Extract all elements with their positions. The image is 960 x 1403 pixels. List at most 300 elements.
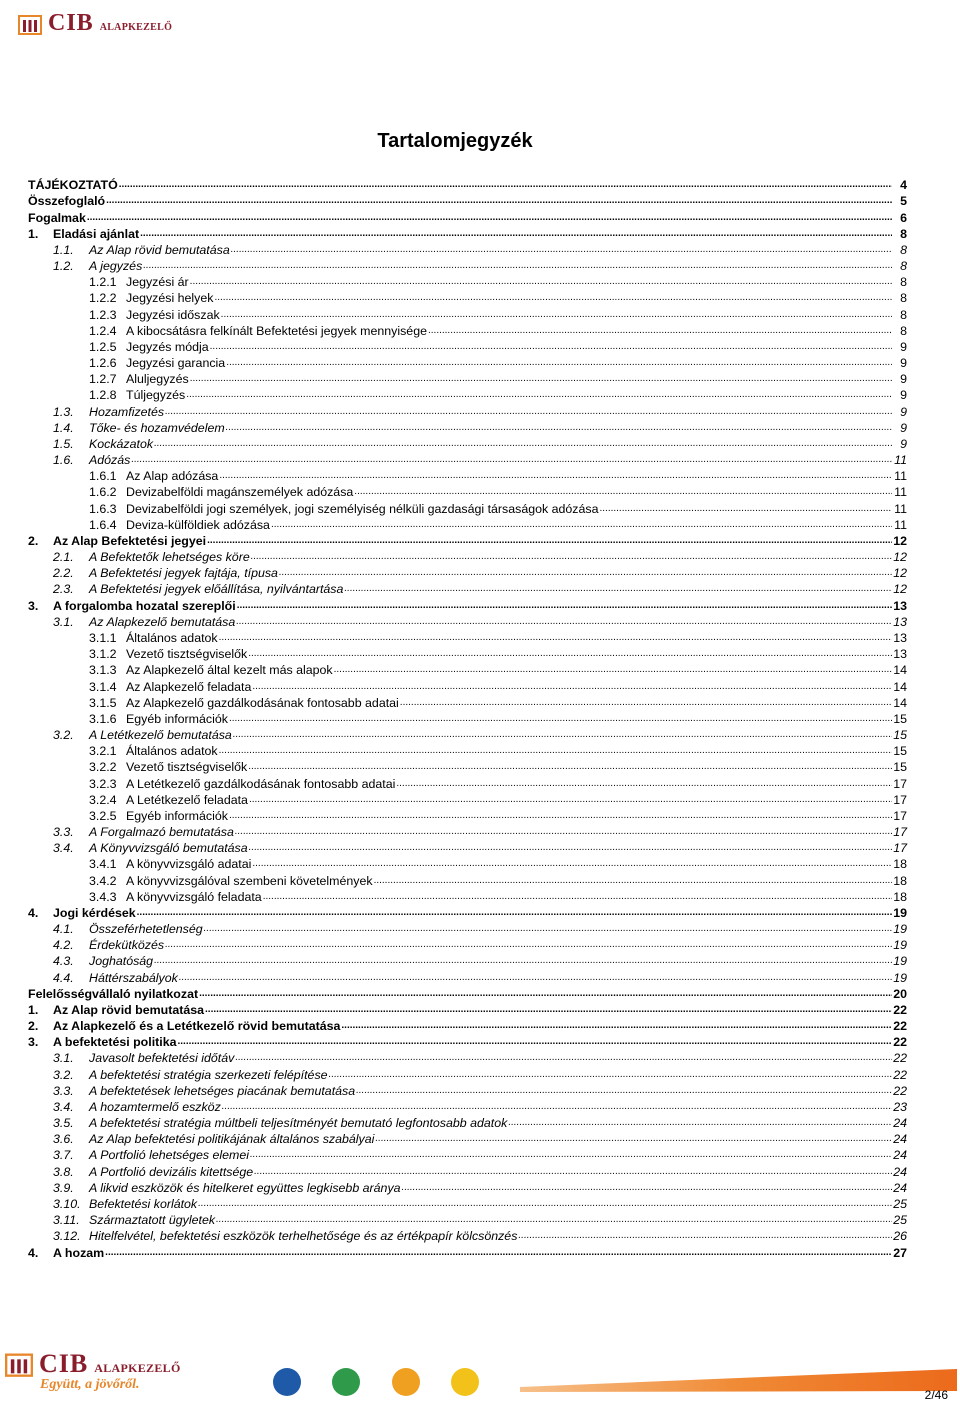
toc-entry-number: 3.4.1 bbox=[89, 857, 117, 872]
toc-entry[interactable] bbox=[28, 1211, 907, 1227]
toc-entry-number: 1.6.4 bbox=[89, 517, 117, 532]
toc-entry-page: 18 bbox=[893, 873, 907, 888]
toc-leader-dots bbox=[251, 550, 892, 564]
toc-entry-page: 22 bbox=[893, 1083, 907, 1098]
toc-entry-page: 19 bbox=[893, 922, 907, 937]
toc-entry-page: 25 bbox=[893, 1197, 907, 1211]
toc-entry-page: 9 bbox=[900, 404, 907, 419]
toc-entry-page: 8 bbox=[900, 242, 907, 257]
toc-leader-dots bbox=[249, 793, 892, 807]
toc-entry-page: 27 bbox=[893, 1245, 907, 1260]
toc-entry[interactable] bbox=[28, 1001, 907, 1017]
toc-entry-number: 4.4. bbox=[53, 970, 74, 985]
toc-leader-dots bbox=[229, 809, 892, 823]
toc-leader-dots bbox=[252, 857, 892, 871]
toc-leader-dots bbox=[231, 243, 892, 257]
toc-entry-number: 3.4. bbox=[53, 841, 74, 856]
toc-entry[interactable] bbox=[28, 532, 907, 548]
toc-entry-number: 1. bbox=[28, 1002, 39, 1017]
toc-entry-number: 3.2.3 bbox=[89, 776, 117, 791]
toc-entry-number: 2.1. bbox=[53, 550, 74, 565]
toc-entry[interactable] bbox=[28, 322, 907, 338]
toc-entry-label: A Letétkezelő bemutatása bbox=[89, 728, 232, 743]
toc-leader-dots bbox=[249, 841, 892, 855]
toc-entry-number: 1.3. bbox=[53, 404, 74, 419]
toc-entry[interactable] bbox=[28, 1017, 907, 1033]
toc-entry-page: 9 bbox=[900, 372, 907, 387]
toc-entry[interactable] bbox=[28, 289, 907, 305]
toc-entry-number: 4.1. bbox=[53, 922, 74, 937]
toc-leader-dots bbox=[226, 421, 892, 435]
toc-entry-page: 13 bbox=[893, 630, 907, 645]
toc-entry[interactable] bbox=[28, 985, 907, 1001]
toc-leader-dots bbox=[154, 437, 892, 451]
toc-leader-dots bbox=[344, 582, 892, 596]
toc-entry[interactable] bbox=[28, 1033, 907, 1049]
toc-entry-page: 11 bbox=[894, 485, 907, 500]
yellow-dot-icon bbox=[451, 1368, 479, 1396]
toc-entry-label: A könyvvizsgáló feladata bbox=[126, 889, 262, 904]
toc-entry[interactable] bbox=[28, 1243, 907, 1259]
toc-entry-number: 1.6.3 bbox=[89, 501, 117, 516]
toc-leader-dots bbox=[254, 1165, 892, 1179]
toc-entry[interactable] bbox=[28, 710, 907, 726]
toc-entry-label: Jegyzési helyek bbox=[126, 291, 214, 306]
footer-slogan: Együtt, a jövőről. bbox=[40, 1377, 140, 1392]
orange-dot-icon bbox=[392, 1368, 420, 1396]
toc-entry-label: Jogi kérdések bbox=[53, 905, 136, 920]
toc-entry-number: 2.3. bbox=[53, 582, 74, 597]
toc-entry-label: Adózás bbox=[89, 453, 131, 468]
toc-leader-dots bbox=[229, 712, 892, 726]
toc-entry-label: Devizabelföldi magánszemélyek adózása bbox=[126, 485, 354, 500]
toc-entry[interactable] bbox=[28, 419, 907, 435]
toc-entry[interactable] bbox=[28, 467, 907, 483]
toc-entry-label: Az Alap rövid bemutatása bbox=[89, 242, 230, 257]
toc-entry-number: 1.1. bbox=[53, 242, 74, 257]
toc-entry-number: 3.1.1 bbox=[89, 630, 117, 645]
toc-entry-number: 3.6. bbox=[53, 1132, 74, 1147]
toc-entry-page: 12 bbox=[893, 550, 907, 565]
toc-entry-label: Joghatóság bbox=[89, 954, 154, 969]
toc-entry[interactable] bbox=[28, 192, 907, 208]
toc-leader-dots bbox=[250, 1148, 892, 1162]
toc-entry-label: A befektetési stratégia szerkezeti felépítése bbox=[89, 1067, 328, 1082]
toc-entry-number: 1.6.1 bbox=[89, 469, 117, 484]
toc-leader-dots bbox=[356, 1084, 892, 1098]
toc-entry-label: A jegyzés bbox=[89, 259, 143, 274]
toc-leader-dots bbox=[226, 356, 892, 370]
toc-leader-dots bbox=[198, 1197, 892, 1211]
toc-entry-label: Általános adatok bbox=[126, 630, 218, 645]
toc-entry-number: 3.3. bbox=[53, 825, 74, 840]
toc-entry[interactable] bbox=[28, 580, 907, 596]
toc-entry-label: Befektetési korlátok bbox=[89, 1197, 198, 1211]
toc-leader-dots bbox=[222, 1100, 892, 1114]
toc-entry[interactable] bbox=[28, 613, 907, 629]
toc-entry-page: 11 bbox=[894, 469, 907, 484]
logo-text: CIB bbox=[48, 10, 94, 36]
toc-entry[interactable] bbox=[28, 499, 907, 515]
toc-entry-page: 5 bbox=[900, 194, 907, 209]
toc-entry[interactable] bbox=[28, 661, 907, 677]
toc-leader-dots bbox=[119, 178, 892, 192]
toc-leader-dots bbox=[599, 502, 892, 516]
toc-entry-label: Az Alapkezelő által kezelt más alapok bbox=[126, 663, 333, 678]
toc-entry-number: 4.3. bbox=[53, 954, 74, 969]
toc-leader-dots bbox=[396, 777, 892, 791]
toc-entry-number: 2. bbox=[28, 533, 39, 548]
cib-logo-mark-icon bbox=[5, 1350, 33, 1378]
toc-leader-dots bbox=[235, 825, 892, 839]
header-logo bbox=[18, 10, 172, 37]
toc-entry[interactable] bbox=[28, 1146, 907, 1162]
toc-leader-dots bbox=[428, 324, 892, 338]
toc-leader-dots bbox=[252, 680, 892, 694]
toc-leader-dots bbox=[375, 1132, 892, 1146]
toc-entry[interactable] bbox=[28, 176, 907, 192]
toc-entry-number: 3.2. bbox=[53, 1067, 74, 1082]
toc-entry-label: Az Alap befektetési politikájának általános szabályai bbox=[89, 1132, 375, 1147]
toc-leader-dots bbox=[216, 1213, 892, 1227]
toc-entry-page: 8 bbox=[900, 291, 907, 306]
toc-entry[interactable] bbox=[28, 1179, 907, 1195]
toc-leader-dots bbox=[248, 760, 892, 774]
toc-entry-label: A befektetések lehetséges piacának bemutatása bbox=[89, 1083, 356, 1098]
toc-entry-label: Az Alapkezelő bemutatása bbox=[89, 614, 236, 629]
footer-logo-text: CIB bbox=[39, 1349, 89, 1378]
toc-entry-page: 24 bbox=[893, 1164, 907, 1179]
toc-leader-dots bbox=[204, 922, 892, 936]
toc-entry[interactable] bbox=[28, 273, 907, 289]
toc-entry-page: 12 bbox=[893, 566, 907, 581]
toc-entry-page: 6 bbox=[900, 210, 907, 225]
toc-entry-number: 1.2. bbox=[53, 259, 74, 274]
toc-entry-page: 15 bbox=[893, 744, 907, 759]
toc-entry-label: Jegyzési időszak bbox=[126, 307, 220, 322]
footer-logo-subtext: ALAPKEZELŐ bbox=[94, 1360, 181, 1375]
toc-entry[interactable] bbox=[28, 241, 907, 257]
toc-entry-number: 3.4.3 bbox=[89, 889, 117, 904]
toc-entry-number: 3.10. bbox=[53, 1197, 81, 1211]
toc-entry-number: 4.2. bbox=[53, 938, 74, 953]
toc-entry-number: 3.5. bbox=[53, 1116, 74, 1131]
toc-entry-page: 17 bbox=[893, 825, 907, 840]
footer bbox=[0, 1335, 960, 1403]
toc-leader-dots bbox=[248, 647, 892, 661]
toc-entry[interactable] bbox=[28, 305, 907, 321]
toc-entry-label: A hozam bbox=[53, 1245, 105, 1260]
toc-entry-page: 9 bbox=[900, 339, 907, 354]
toc-entry-page: 8 bbox=[900, 259, 907, 274]
toc-entry-page: 11 bbox=[894, 517, 907, 532]
toc-leader-dots bbox=[165, 938, 892, 952]
toc-entry[interactable] bbox=[28, 225, 907, 241]
toc-leader-dots bbox=[402, 1181, 892, 1195]
toc-entry[interactable] bbox=[28, 354, 907, 370]
toc-entry-page: 23 bbox=[893, 1099, 907, 1114]
toc-entry-label: Általános adatok bbox=[126, 744, 218, 759]
toc-entry-number: 1. bbox=[28, 226, 39, 241]
toc-entry-label: A kibocsátásra felkínált Befektetési jegyek mennyisége bbox=[126, 323, 427, 338]
toc-leader-dots bbox=[235, 1051, 892, 1065]
toc-entry[interactable] bbox=[28, 435, 907, 451]
toc-entry-number: 1.6. bbox=[53, 453, 74, 468]
footer-logo bbox=[5, 1349, 181, 1379]
toc-entry[interactable] bbox=[28, 694, 907, 710]
toc-entry[interactable] bbox=[28, 823, 907, 839]
toc-entry-number: 3.1.5 bbox=[89, 695, 117, 710]
toc-entry-page: 15 bbox=[893, 711, 907, 726]
toc-entry[interactable] bbox=[28, 516, 907, 532]
toc-entry-page: 24 bbox=[893, 1116, 907, 1131]
toc-entry-page: 17 bbox=[893, 792, 907, 807]
logo-subtext: ALAPKEZELŐ bbox=[99, 22, 173, 33]
toc-leader-dots bbox=[106, 194, 892, 208]
toc-entry[interactable] bbox=[28, 774, 907, 790]
toc-entry[interactable] bbox=[28, 839, 907, 855]
toc-entry[interactable] bbox=[28, 402, 907, 418]
toc-leader-dots bbox=[374, 874, 892, 888]
toc-leader-dots bbox=[137, 906, 892, 920]
toc-entry-label: Az Alapkezelő gazdálkodásának fontosabb adatai bbox=[126, 695, 399, 710]
toc-entry-label: A könyvvizsgálóval szembeni követelmények bbox=[126, 873, 373, 888]
toc-leader-dots bbox=[219, 744, 892, 758]
toc-entry[interactable] bbox=[28, 208, 907, 224]
toc-entry-page: 14 bbox=[893, 663, 907, 678]
toc-leader-dots bbox=[140, 227, 892, 241]
toc-entry-number: 3.4. bbox=[53, 1099, 74, 1114]
toc-leader-dots bbox=[190, 275, 892, 289]
toc-entry[interactable] bbox=[28, 791, 907, 807]
toc-entry-label: Javasolt befektetési időtáv bbox=[89, 1051, 235, 1066]
toc-entry-page: 14 bbox=[893, 695, 907, 710]
toc-entry[interactable] bbox=[28, 936, 907, 952]
toc-entry[interactable] bbox=[28, 645, 907, 661]
toc-leader-dots bbox=[199, 987, 892, 1001]
toc-entry[interactable] bbox=[28, 548, 907, 564]
toc-entry-number: 3.4.2 bbox=[89, 873, 117, 888]
table-of-contents bbox=[28, 176, 907, 1260]
toc-entry-number: 4. bbox=[28, 1245, 39, 1260]
toc-leader-dots bbox=[87, 211, 892, 225]
toc-entry-label: A befektetési politika bbox=[53, 1035, 177, 1050]
toc-entry-number: 3.9. bbox=[53, 1180, 74, 1195]
toc-entry-number: 1.2.4 bbox=[89, 323, 117, 338]
toc-entry-label: Jegyzés módja bbox=[126, 339, 209, 354]
toc-entry-page: 18 bbox=[893, 889, 907, 904]
cib-logo-mark-icon bbox=[18, 12, 42, 36]
toc-leader-dots bbox=[214, 291, 892, 305]
toc-entry[interactable] bbox=[28, 968, 907, 984]
toc-entry-label: Tőke- és hozamvédelem bbox=[89, 420, 225, 435]
toc-entry-label: A Letétkezelő gazdálkodásának fontosabb adatai bbox=[126, 776, 396, 791]
toc-entry[interactable] bbox=[28, 1082, 907, 1098]
toc-entry[interactable] bbox=[28, 888, 907, 904]
toc-leader-dots bbox=[233, 728, 892, 742]
toc-entry-number: 2. bbox=[28, 1019, 39, 1034]
toc-entry-page: 24 bbox=[893, 1132, 907, 1147]
toc-leader-dots bbox=[221, 308, 892, 322]
toc-entry[interactable] bbox=[28, 742, 907, 758]
toc-entry-number: 3. bbox=[28, 1035, 39, 1050]
toc-entry-number: 1.2.3 bbox=[89, 307, 117, 322]
toc-entry-page: 15 bbox=[893, 760, 907, 775]
toc-entry-label: A könyvvizsgáló adatai bbox=[126, 857, 252, 872]
toc-entry-label: Jegyzési garancia bbox=[126, 356, 226, 371]
toc-leader-dots bbox=[400, 696, 892, 710]
toc-entry[interactable] bbox=[28, 1162, 907, 1178]
toc-entry-label: Deviza-külföldiek adózása bbox=[126, 517, 270, 532]
toc-entry-number: 3.3. bbox=[53, 1083, 74, 1098]
toc-entry-page: 11 bbox=[894, 501, 907, 516]
toc-entry-label: Háttérszabályok bbox=[89, 970, 178, 985]
toc-entry[interactable] bbox=[28, 596, 907, 612]
toc-entry-label: Összefoglaló bbox=[28, 194, 106, 209]
toc-entry-number: 3.2.1 bbox=[89, 744, 117, 759]
toc-entry-page: 8 bbox=[900, 275, 907, 290]
toc-entry-label: Hitelfelvétel, befektetési eszközök terhelhetősége és az értékpapír kölcsönzés bbox=[89, 1229, 518, 1244]
toc-entry-label: Fogalmak bbox=[28, 210, 86, 225]
toc-entry-page: 22 bbox=[893, 1019, 907, 1034]
toc-entry-page: 15 bbox=[893, 728, 907, 743]
toc-entry-number: 1.6.2 bbox=[89, 485, 117, 500]
toc-entry-number: 3.12. bbox=[53, 1229, 81, 1244]
toc-entry[interactable] bbox=[28, 952, 907, 968]
toc-leader-dots bbox=[190, 372, 892, 386]
toc-leader-dots bbox=[154, 954, 892, 968]
toc-leader-dots bbox=[207, 534, 892, 548]
toc-entry[interactable] bbox=[28, 386, 907, 402]
toc-entry-number: 3.8. bbox=[53, 1164, 74, 1179]
toc-entry[interactable] bbox=[28, 451, 907, 467]
toc-leader-dots bbox=[263, 890, 892, 904]
toc-entry[interactable] bbox=[28, 1049, 907, 1065]
toc-entry-page: 4 bbox=[900, 178, 907, 193]
toc-entry-number: 1.2.7 bbox=[89, 372, 117, 387]
toc-entry-page: 14 bbox=[893, 679, 907, 694]
toc-entry-label: A hozamtermelő eszköz bbox=[89, 1099, 221, 1114]
toc-entry[interactable] bbox=[28, 807, 907, 823]
toc-entry[interactable] bbox=[28, 871, 907, 887]
toc-leader-dots bbox=[143, 259, 892, 273]
green-dot-icon bbox=[332, 1368, 360, 1396]
toc-entry-number: 3.2.4 bbox=[89, 792, 117, 807]
toc-entry-label: A Könyvvizsgáló bemutatása bbox=[89, 841, 248, 856]
toc-entry-number: 1.2.5 bbox=[89, 339, 117, 354]
toc-entry[interactable] bbox=[28, 1114, 907, 1130]
toc-entry[interactable] bbox=[28, 904, 907, 920]
toc-entry[interactable] bbox=[28, 1227, 907, 1243]
toc-entry[interactable] bbox=[28, 564, 907, 580]
toc-entry-label: Összeférhetetlenség bbox=[89, 922, 203, 937]
toc-entry-page: 24 bbox=[893, 1180, 907, 1195]
toc-entry-label: Eladási ajánlat bbox=[53, 226, 140, 241]
toc-entry-page: 9 bbox=[900, 420, 907, 435]
toc-entry-label: A likvid eszközök és hitelkeret együttes legkisebb aránya bbox=[89, 1180, 401, 1195]
toc-entry[interactable] bbox=[28, 629, 907, 645]
toc-entry-number: 1.4. bbox=[53, 420, 74, 435]
toc-leader-dots bbox=[105, 1246, 892, 1260]
toc-entry-page: 22 bbox=[893, 1035, 907, 1050]
toc-entry[interactable] bbox=[28, 1130, 907, 1146]
toc-entry-label: Egyéb információk bbox=[126, 808, 228, 823]
footer-swoosh-icon bbox=[520, 1365, 957, 1393]
toc-entry-page: 8 bbox=[900, 307, 907, 322]
toc-entry-page: 20 bbox=[893, 986, 907, 1001]
toc-entry-number: 3.2.5 bbox=[89, 808, 117, 823]
toc-entry-label: Hozamfizetés bbox=[89, 404, 165, 419]
toc-leader-dots bbox=[237, 599, 892, 613]
toc-leader-dots bbox=[219, 469, 892, 483]
toc-entry-page: 9 bbox=[900, 356, 907, 371]
toc-entry[interactable] bbox=[28, 370, 907, 386]
blue-dot-icon bbox=[273, 1368, 301, 1396]
toc-entry-page: 19 bbox=[893, 954, 907, 969]
toc-entry-label: Származtatott ügyletek bbox=[89, 1213, 216, 1228]
toc-entry-page: 13 bbox=[893, 647, 907, 662]
toc-leader-dots bbox=[279, 566, 892, 580]
toc-entry-number: 3.1.6 bbox=[89, 711, 117, 726]
toc-entry-label: Az Alap rövid bemutatása bbox=[53, 1002, 205, 1017]
toc-entry[interactable] bbox=[28, 726, 907, 742]
toc-entry-number: 3.7. bbox=[53, 1148, 74, 1163]
toc-entry[interactable] bbox=[28, 1065, 907, 1081]
toc-entry-label: Az Alapkezelő és a Letétkezelő rövid bemutatása bbox=[53, 1019, 341, 1034]
toc-entry-page: 9 bbox=[900, 436, 907, 451]
toc-entry-label: Túljegyzés bbox=[126, 388, 186, 403]
toc-entry-label: A Befektetők lehetséges köre bbox=[89, 550, 250, 565]
toc-entry-page: 19 bbox=[893, 938, 907, 953]
toc-entry-label: A Befektetési jegyek fajtája, típusa bbox=[89, 566, 278, 581]
toc-entry[interactable] bbox=[28, 483, 907, 499]
toc-entry-page: 22 bbox=[893, 1002, 907, 1017]
toc-entry[interactable] bbox=[28, 677, 907, 693]
toc-entry-page: 8 bbox=[900, 226, 907, 241]
toc-entry-label: Felelősségvállaló nyilatkozat bbox=[28, 986, 199, 1001]
toc-leader-dots bbox=[334, 663, 892, 677]
toc-entry-page: 9 bbox=[900, 388, 907, 403]
toc-entry[interactable] bbox=[28, 338, 907, 354]
toc-entry-page: 17 bbox=[893, 776, 907, 791]
toc-entry-label: A Forgalmazó bemutatása bbox=[89, 825, 234, 840]
toc-leader-dots bbox=[518, 1229, 892, 1243]
toc-entry[interactable] bbox=[28, 758, 907, 774]
toc-leader-dots bbox=[210, 340, 892, 354]
toc-entry-number: 3.2.2 bbox=[89, 760, 117, 775]
toc-entry[interactable] bbox=[28, 920, 907, 936]
toc-leader-dots bbox=[219, 631, 892, 645]
toc-entry-label: Jegyzési ár bbox=[126, 275, 189, 290]
toc-entry-number: 3.11. bbox=[53, 1213, 80, 1228]
toc-leader-dots bbox=[508, 1116, 892, 1130]
toc-leader-dots bbox=[341, 1019, 892, 1033]
toc-entry-label: A befektetési stratégia múltbeli teljesítményét bemutató legfontosabb adatok bbox=[89, 1116, 508, 1131]
toc-entry[interactable] bbox=[28, 1098, 907, 1114]
toc-entry[interactable] bbox=[28, 257, 907, 273]
toc-leader-dots bbox=[165, 405, 892, 419]
toc-entry-number: 4. bbox=[28, 905, 39, 920]
toc-entry-page: 12 bbox=[893, 533, 907, 548]
toc-entry-label: A Letétkezelő feladata bbox=[126, 792, 248, 807]
toc-entry-page: 19 bbox=[893, 970, 907, 985]
toc-entry-number: 1.2.1 bbox=[89, 275, 117, 290]
toc-entry-page: 24 bbox=[893, 1148, 907, 1163]
toc-entry-number: 1.2.8 bbox=[89, 388, 117, 403]
toc-entry[interactable] bbox=[28, 1195, 907, 1211]
toc-entry[interactable] bbox=[28, 855, 907, 871]
toc-entry-label: Egyéb információk bbox=[126, 711, 228, 726]
